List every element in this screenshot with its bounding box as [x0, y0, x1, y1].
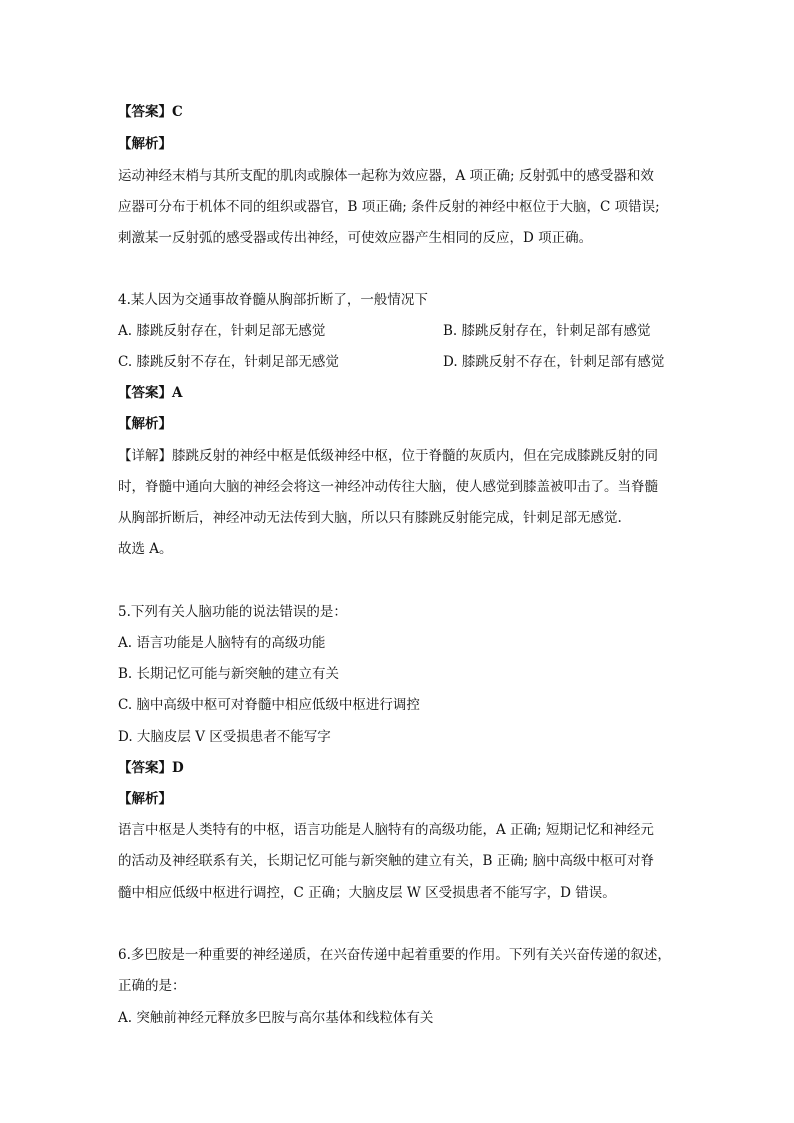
q4-detail-line-4: 故选 A。	[118, 541, 173, 557]
q3-answer: 【答案】C	[118, 104, 183, 120]
q5-answer: 【答案】D	[118, 760, 184, 776]
q6-stem-line-1: 6.多巴胺是一种重要的神经递质，在兴奋传递中起着重要的作用。下列有关兴奋传递的叙述，	[118, 947, 671, 963]
q5-option-d: D. 大脑皮层 V 区受损患者不能写字	[118, 729, 331, 745]
q5-option-a: A. 语言功能是人脑特有的高级功能	[118, 635, 326, 651]
q6-option-a: A. 突触前神经元释放多巴胺与高尔基体和线粒体有关	[118, 1010, 434, 1026]
q5-option-c: C. 脑中高级中枢可对脊髓中相应低级中枢进行调控	[118, 697, 420, 713]
q3-analysis-line-3: 刺激某一反射弧的感受器或传出神经，可使效应器产生相同的反应，D 项正确。	[118, 230, 593, 246]
q5-analysis-line-3: 髓中相应低级中枢进行调控，C 正确；大脑皮层 W 区受损患者不能写字，D 错误。	[118, 885, 616, 901]
q5-analysis-line-2: 的活动及神经联系有关，长期记忆可能与新突触的建立有关，B 正确; 脑中高级中枢可对脊	[118, 853, 655, 869]
q4-option-a: A. 膝跳反射存在，针刺足部无感觉	[118, 323, 326, 339]
q3-analysis-label: 【解析】	[118, 136, 172, 152]
q5-analysis-label: 【解析】	[118, 791, 172, 807]
q5-option-b: B. 长期记忆可能与新突触的建立有关	[118, 666, 340, 682]
q4-answer: 【答案】A	[118, 385, 183, 401]
q3-analysis-line-2: 应器可分布于机体不同的组织或器官，B 项正确; 条件反射的神经中枢位于大脑，C 项错误;	[118, 199, 660, 215]
q5-analysis-line-1: 语言中枢是人类特有的中枢，语言功能是人脑特有的高级功能，A 正确; 短期记忆和神经元	[118, 822, 654, 838]
q4-option-c: C. 膝跳反射不存在，针刺足部无感觉	[118, 354, 339, 370]
q6-stem-line-2: 正确的是：	[118, 978, 186, 994]
q4-option-b: B. 膝跳反射存在，针刺足部有感觉	[443, 323, 651, 339]
q5-stem: 5.下列有关人脑功能的说法错误的是：	[118, 604, 347, 620]
q4-option-d: D. 膝跳反射不存在，针刺足部有感觉	[443, 354, 665, 370]
q4-detail-line-3: 从胸部折断后，神经冲动无法传到大脑，所以只有膝跳反射能完成，针刺足部无感觉.	[118, 510, 622, 526]
q4-detail-line-1: 【详解】膝跳反射的神经中枢是低级神经中枢，位于脊髓的灰质内，但在完成膝跳反射的同	[118, 448, 658, 464]
q3-analysis-line-1: 运动神经末梢与其所支配的肌肉或腺体一起称为效应器，A 项正确; 反射弧中的感受器和效	[118, 168, 654, 184]
q4-detail-line-2: 时，脊髓中通向大脑的神经会将这一神经冲动传往大脑，使人感觉到膝盖被叩击了。当脊髓	[118, 479, 658, 495]
q4-analysis-label: 【解析】	[118, 416, 172, 432]
q4-stem: 4.某人因为交通事故脊髓从胸部折断了，一般情况下	[118, 292, 428, 308]
